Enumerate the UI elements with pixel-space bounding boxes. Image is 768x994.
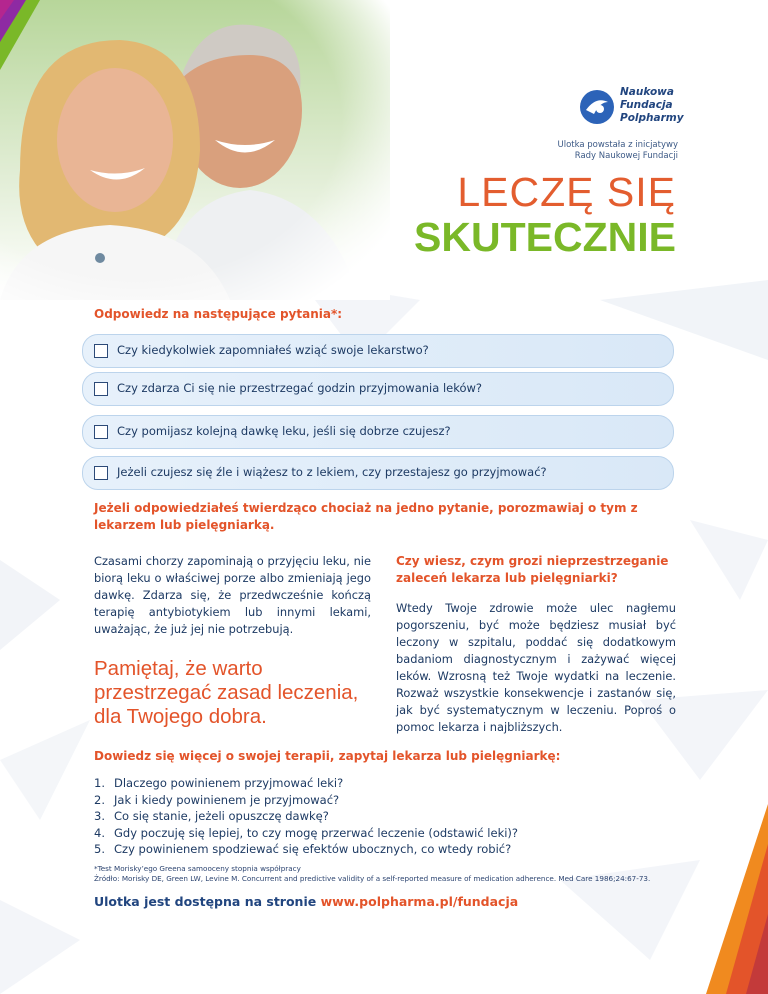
list-item-number: 4. <box>94 825 105 840</box>
list-item-text: Czy powinienem spodziewać się efektów ubocznych, co wtedy robić? <box>114 842 512 857</box>
verdict-text: Jeżeli odpowiedziałeś twierdząco chociaż na jedno pytanie, porozmawiaj o tym z lekarzem lub pielęgniarką. <box>94 501 638 532</box>
logo-subtitle <box>520 140 678 162</box>
question-checkbox[interactable] <box>94 382 108 396</box>
footnote-source: Źródło: Morisky DE, Green LW, Levine M. Concurrent and predictive validity of a self-reported measure of medication adherence. Med Care 1986;24:67-73. <box>94 874 651 883</box>
question-row[interactable] <box>82 372 674 406</box>
left-column-text: Czasami chorzy zapominają o przyjęciu leku, nie biorą leku o właściwej porze albo zmieniają jego dawkę. Zdarza się, że przedwcześnie kończą terapię antybiotykiem lub innymi lekami, uważając, że już jej nie potrzebują. <box>94 554 371 636</box>
list-item-number: 2. <box>94 792 105 807</box>
couple-photo <box>0 0 390 300</box>
list-item-text: Gdy poczuję się lepiej, to czy mogę przerwać leczenie (odstawić leki)? <box>114 825 519 840</box>
question-text: Czy kiedykolwiek zapomniałeś wziąć swoje lekarstwo? <box>117 343 429 357</box>
foundation-logo <box>578 84 698 134</box>
foundation-name-line: Polpharmy <box>620 112 684 124</box>
remember-callout: Pamiętaj, że warto przestrzegać zasad leczenia, dla Twojego dobra. <box>94 657 359 728</box>
list-item-number: 3. <box>94 809 105 824</box>
question-checkbox[interactable] <box>94 344 108 358</box>
availability-text: Ulotka jest dostępna na stronie <box>94 894 317 909</box>
foundation-website-link[interactable]: www.polpharma.pl/fundacja <box>320 894 519 909</box>
question-text: Czy zdarza Ci się nie przestrzegać godzin przyjmowania leków? <box>117 381 483 395</box>
question-row[interactable] <box>82 334 674 368</box>
logo-subtitle-line: Rady Naukowej Fundacji <box>574 151 678 161</box>
learn-more-heading: Dowiedz się więcej o swojej terapii, zapytaj lekarza lub pielęgniarkę: <box>94 749 561 763</box>
question-checkbox[interactable] <box>94 425 108 439</box>
corner-ribbon-top-left <box>0 0 50 80</box>
question-text: Jeżeli czujesz się źle i wiążesz to z lekiem, czy przestajesz go przyjmować? <box>117 465 547 479</box>
questions-heading: Odpowiedz na następujące pytania*: <box>94 307 343 321</box>
list-item <box>94 825 694 842</box>
foundation-name <box>620 86 684 125</box>
right-column-heading: Czy wiesz, czym grozi nieprzestrzeganie zaleceń lekarza lub pielęgniarki? <box>396 554 669 585</box>
list-item <box>94 792 694 809</box>
question-row[interactable] <box>82 456 674 490</box>
availability-line <box>94 894 518 909</box>
foundation-name-line: Fundacja <box>620 99 673 111</box>
logo-subtitle-line: Ulotka powstała z inicjatywy <box>557 140 678 150</box>
list-item <box>94 808 694 825</box>
corner-ribbon-bottom-right <box>696 804 768 994</box>
list-item-number: 5. <box>94 842 105 857</box>
question-checkbox[interactable] <box>94 466 108 480</box>
foundation-name-line: Naukowa <box>620 86 674 98</box>
right-column-text: Wtedy Twoje zdrowie może ulec nagłemu pogorszeniu, być może będziesz musiał być leczony w szpitalu, poddać się dodatkowym badaniom diagnostycznym i zażywać więcej leków. Wzrosną też Twoje wydatki na leczenie. Rozważ wszystkie konsekwencje i zastanów się, jak być systematycznym w leczeniu. Poproś o pomoc lekarza i najbliższych. <box>396 601 676 734</box>
list-item <box>94 841 694 858</box>
title-line-1: LECZĘ SIĘ <box>457 169 676 215</box>
list-item-text: Dlaczego powinienem przyjmować leki? <box>114 776 344 790</box>
title-line-2: SKUTECZNIE <box>414 214 676 260</box>
list-item-text: Co się stanie, jeżeli opuszczę dawkę? <box>114 809 329 824</box>
list-item <box>94 775 694 792</box>
list-item-text: Jak i kiedy powinienem je przyjmować? <box>114 792 340 807</box>
list-item-number: 1. <box>94 776 105 790</box>
question-row[interactable] <box>82 415 674 449</box>
question-text: Czy pomijasz kolejną dawkę leku, jeśli się dobrze czujesz? <box>117 424 451 438</box>
learn-more-list <box>94 775 694 858</box>
foundation-logo-icon <box>578 88 616 126</box>
footnote-test: *Test Morisky’ego Greena samooceny stopnia współpracy <box>94 864 301 873</box>
